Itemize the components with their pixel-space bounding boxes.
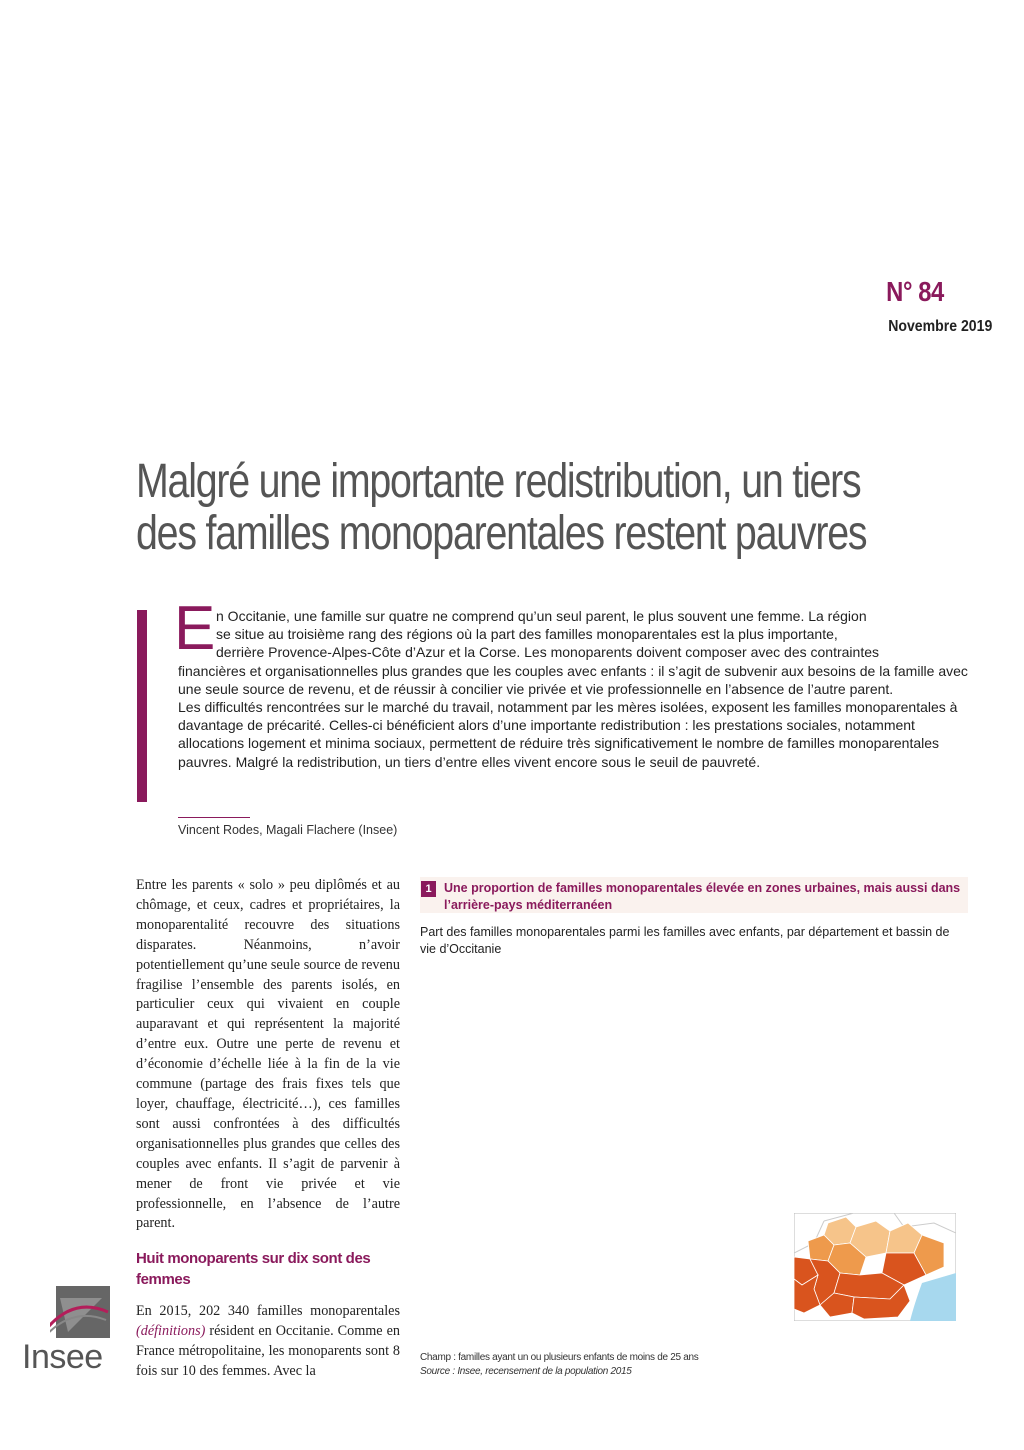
lead-paragraph-2: Les difficultés rencontrées sur le marché du travail, notamment par les mères isolées, exposent les familles monoparentales à davantage de précarité. Celles-ci bénéficient alors d’une importante redistribution : les prestations sociales, notamment allocations logement et minima sociaux, permettent de réduire très significativement le nombre de familles monoparentales pauvres. Malgré la redistribution, un tiers d’entre elles vivent encore sous le seuil de pauvreté. xyxy=(178,699,958,770)
lead-text xyxy=(178,607,978,771)
figure-notes xyxy=(420,1351,960,1379)
publication-date: Novembre 2019 xyxy=(887,318,992,335)
body-column-1 xyxy=(136,876,400,1234)
issue-number: N° 84 xyxy=(886,276,944,307)
figure-subtitle: Part des familles monoparentales parmi les familles avec enfants, par département et bassin de vie d’Occitanie xyxy=(420,925,950,956)
lead-line-1: n Occitanie, une famille sur quatre ne comprend qu’un seul parent, le plus souvent une femme. La région xyxy=(216,608,867,624)
body-paragraph-2-end: résident en Occitanie. Comme en France métropolitaine, les monoparents sont 8 fois sur 10 des femmes. Avec la xyxy=(136,1322,400,1379)
figure-title: Une proportion de familles monoparentales élevée en zones urbaines, mais aussi dans l’arrière-pays méditerranéen xyxy=(444,881,961,912)
figure-number: 1 xyxy=(421,881,436,897)
section-heading: Huit monoparents sur dix sont des femmes xyxy=(136,1250,371,1288)
figure-source: Source : Insee, recensement de la population 2015 xyxy=(420,1366,632,1377)
lead-accent-bar xyxy=(137,610,147,802)
body-column-1-continued xyxy=(136,1302,400,1382)
body-paragraph-2-start: En 2015, 202 340 familles monoparentales xyxy=(136,1303,400,1319)
authors-divider xyxy=(178,817,250,818)
page-title xyxy=(136,455,867,560)
title-line-1: Malgré une importante redistribution, un tiers xyxy=(136,455,861,508)
definitions-link[interactable]: (définitions) xyxy=(136,1322,206,1339)
title-line-2: des familles monoparentales restent pauvres xyxy=(136,507,867,560)
lead-line-3: derrière Provence-Alpes-Côte d’Azur et la Corse. Les monoparents doivent composer avec des contraintes xyxy=(216,644,879,661)
figure-champ: Champ : familles ayant un ou plusieurs enfants de moins de 25 ans xyxy=(420,1352,699,1363)
insee-logo-text: Insee xyxy=(22,1338,103,1376)
body-paragraph-2 xyxy=(136,1302,400,1382)
occitanie-map xyxy=(794,1213,956,1321)
lead-rest: financières et organisationnelles plus grandes que les couples avec enfants : il s’agit de subvenir aux besoins de la famille avec une seule source de revenu, et de réussir à concilier vie privée et vie professionnelle en l’absence de l’autre parent. xyxy=(178,662,968,697)
lead-line-2: se situe au troisième rang des régions où la part des familles monoparentales est la plus importante, xyxy=(216,626,838,643)
body-paragraph-1: Entre les parents « solo » peu diplômés et au chômage, et ceux, cadres et propriétaires, la monoparentalité recouvre des situations disparates. Néanmoins, n’avoir potentiellement qu’une seule source de revenu fragilise l’ensemble des parents isolés, en particulier ceux qui vivaient en couple auparavant et qui représentent la majorité d’entre eux. Outre une perte de revenu et d’économie d’échelle liée à la fin de la vie commune (partage des frais fixes tels que loyer, chauffage, électricité…), ces familles sont aussi confrontées à des difficultés organisationnelles plus grandes que celles des couples avec enfants. Il s’agit de parvenir à mener de front vie privée et vie professionnelle, en l’absence de l’autre parent. xyxy=(136,877,400,1232)
lead-dropcap: E xyxy=(174,594,216,663)
authors: Vincent Rodes, Magali Flachere (Insee) xyxy=(178,823,398,837)
